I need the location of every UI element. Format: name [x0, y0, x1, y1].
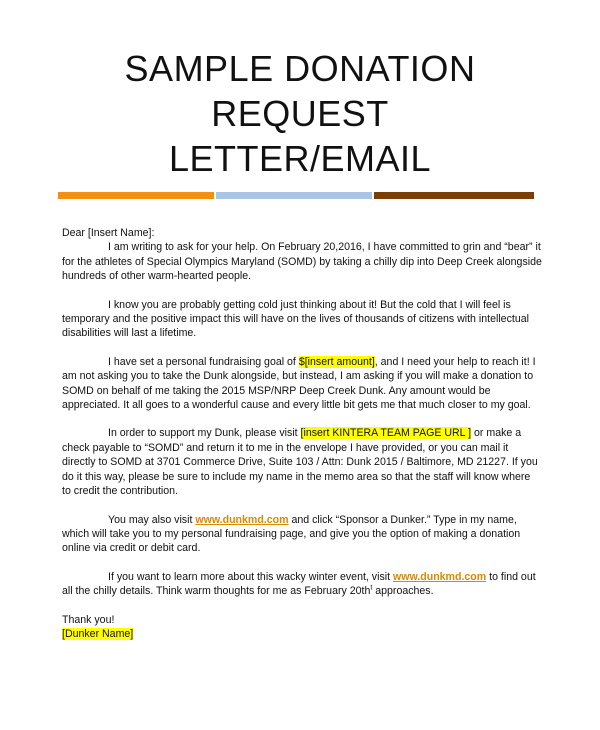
paragraph-2-text: I know you are probably getting cold just thinking about it! But the cold that I will feel is temporary and the positive impact this will have on the lives of thousands of citizens with intellectual disabilities will last a lifetime.	[62, 298, 529, 340]
dunker-name-placeholder: [Dunker Name]	[62, 627, 134, 640]
title-line-1: SAMPLE DONATION	[124, 48, 476, 89]
paragraph-2	[62, 298, 542, 341]
paragraph-6-text-b: to find out all the chilly details. Think warm thoughts for me as February 20th	[62, 570, 536, 598]
dunkmd-link-2[interactable]: www.dunkmd.com	[392, 570, 487, 583]
paragraph-3-text-b: , and I need your help to reach it! I am not asking you to take the Dunk alongside, but instead, I am asking if you will make a donation to SOMD on behalf of me taking the 2015 MSP/NRP Deep Creek Dunk. Any amount would be appreciated. It all goes to a wonderful cause and every little bit gets me that much closer to my goal.	[62, 355, 536, 412]
letter-salutation: Dear [Insert Name]:	[62, 227, 155, 239]
paragraph-6-superscript: t	[370, 584, 373, 592]
letter-body	[62, 226, 542, 641]
paragraph-5	[62, 513, 542, 556]
insert-amount-placeholder: $[insert amount]	[298, 355, 375, 368]
letter-closing: Thank you!	[62, 613, 115, 626]
paragraph-4-text-b: or make a check payable to “SOMD” and return it to me in the envelope I have provided, or you can mail it directly to SOMD at 3701 Commerce Drive, Suite 103 / Attn: Dunk 2015 / Baltimore, MD 21227. If you do it this way, please be sure to include my name in the memo area so that the staff will know where to credit the contribution.	[62, 427, 538, 498]
dunkmd-link-1[interactable]: www.dunkmd.com	[195, 513, 289, 526]
title-line-2: REQUEST	[211, 93, 389, 134]
paragraph-3	[62, 355, 542, 413]
divider-brown-segment	[374, 192, 534, 199]
paragraph-6-text-a: If you want to learn more about this wacky winter event, visit	[108, 570, 393, 583]
divider-blue-segment	[216, 192, 372, 199]
divider-orange-segment	[58, 192, 214, 199]
paragraph-4	[62, 426, 542, 498]
title-line-3: LETTER/EMAIL	[168, 138, 432, 179]
paragraph-1	[62, 240, 542, 283]
document-title	[40, 46, 560, 181]
paragraph-5-text-b: and click “Sponsor a Dunker.” Type in my name, which will take you to my personal fundraising page, and give you the option of making a donation online via credit or debit card.	[62, 513, 521, 555]
paragraph-1-text: I am writing to ask for your help. On February 20,2016, I have committed to grin and “bear” it for the athletes of Special Olympics Maryland (SOMD) by taking a chilly dip into Deep Creek alongside hundreds of other warm-hearted people.	[62, 241, 542, 283]
paragraph-3-text-a: I have set a personal fundraising goal of	[108, 355, 299, 368]
paragraph-6-text-c: approaches.	[372, 585, 434, 598]
paragraph-4-text-a: In order to support my Dunk, please visit	[108, 427, 301, 440]
paragraph-6	[62, 570, 542, 599]
paragraph-5-text-a: You may also visit	[108, 513, 196, 526]
team-page-url-placeholder: [insert KINTERA TEAM PAGE URL ]	[300, 427, 472, 440]
title-divider	[58, 192, 534, 199]
letter-signature	[62, 627, 542, 641]
